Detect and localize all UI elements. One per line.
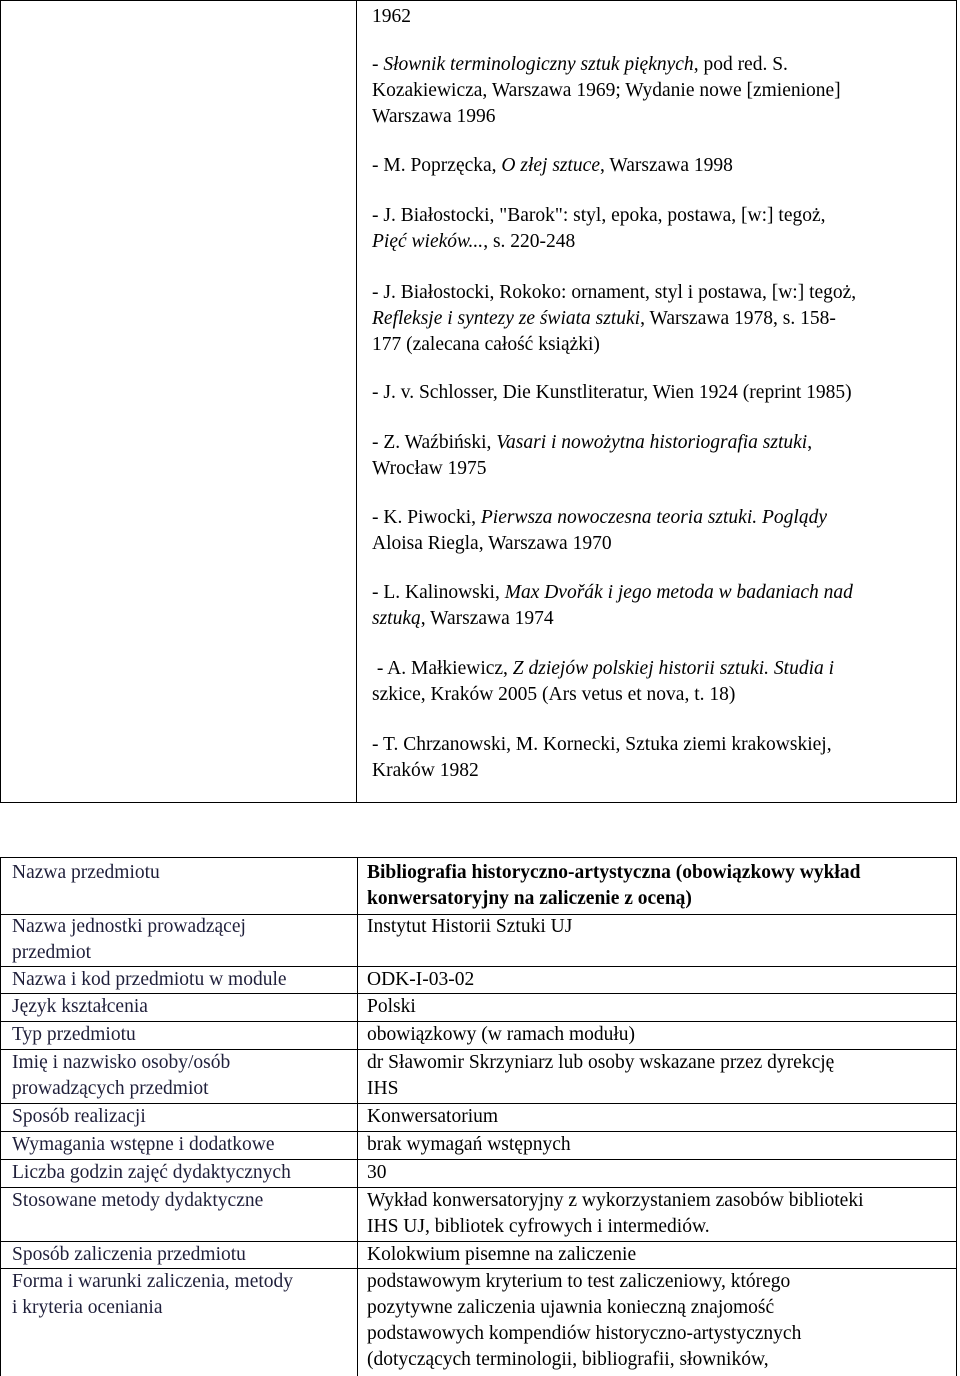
bib-entry-9: - A. Małkiewicz, Z dziejów polskiej historii sztuki. Studia i szkice, Kraków 2005 (Ars vetus et nova, t. 18): [372, 656, 947, 708]
label-unit-l1: Nazwa jednostki prowadzącej: [12, 916, 246, 937]
bib-entry-3: - J. Białostocki, "Barok": styl, epoka, postawa, [w:] tegoż, Pięć wieków..., s. 220-248: [372, 203, 947, 255]
bib-6-title: Vasari i nowożytna historiografia sztuki: [496, 432, 808, 453]
bib-1-tail: , pod red. S.: [693, 54, 788, 75]
value-methods-l2: IHS UJ, bibliotek cyfrowych i intermediów.: [367, 1216, 710, 1237]
value-criteria-l3: podstawowych kompendiów historyczno-artystycznych: [367, 1323, 802, 1344]
bib-2-title: O złej sztuce: [501, 155, 600, 176]
label-language: Język kształcenia: [12, 996, 148, 1017]
label-mode: Sposób realizacji: [12, 1106, 146, 1127]
bib-entry-1: [372, 52, 947, 130]
bib-8-title: Max Dvořák i jego metoda w badaniach nad: [504, 582, 853, 603]
value-course-name-l1: Bibliografia historyczno-artystyczna (obowiązkowy wykład: [367, 862, 861, 883]
value-criteria-l2: pozytywne zaliczenia ujawnia konieczną znajomość: [367, 1297, 775, 1318]
bib-5-line1: - J. v. Schlosser, Die Kunstliteratur, Wien 1924 (reprint 1985): [372, 382, 852, 403]
label-requirements: Wymagania wstępne i dodatkowe: [12, 1134, 275, 1155]
value-course-name-l2: konwersatoryjny na zaliczenie z oceną): [367, 888, 692, 909]
label-methods: Stosowane metody dydaktyczne: [12, 1190, 264, 1211]
bib-4-title: Refleksje i syntezy ze świata sztuki: [372, 308, 641, 329]
label-course-name: Nazwa przedmiotu: [12, 862, 160, 883]
value-criteria: [367, 1269, 949, 1373]
bib-entry-10: [372, 732, 947, 784]
label-instructor-l1: Imię i nazwisko osoby/osób: [12, 1052, 231, 1073]
value-course-name: [367, 860, 949, 912]
value-instructor: [367, 1050, 949, 1102]
value-instructor-l2: IHS: [367, 1078, 399, 1099]
label-criteria-l1: Forma i warunki zaliczenia, metody: [12, 1271, 294, 1292]
value-hours: 30: [367, 1162, 387, 1183]
bib-3-line1: - J. Białostocki, "Barok": styl, epoka, postawa, [w:] tegoż,: [372, 205, 826, 226]
label-assessment: Sposób zaliczenia przedmiotu: [12, 1244, 246, 1265]
bib-entry-8: - L. Kalinowski, Max Dvořák i jego metoda w badaniach nad sztuką, Warszawa 1974: [372, 582, 853, 629]
value-assessment: Kolokwium pisemne na zaliczenie: [367, 1244, 637, 1265]
value-mode: Konwersatorium: [367, 1106, 499, 1127]
bib-10-line1: - T. Chrzanowski, M. Kornecki, Sztuka ziemi krakowskiej,: [372, 734, 832, 755]
year-text: 1962: [372, 6, 411, 27]
bib-entry-7: - K. Piwocki, Pierwsza nowoczesna teoria sztuki. Poglądy Aloisa Riegla, Warszawa 1970: [372, 505, 947, 557]
value-unit: Instytut Historii Sztuki UJ: [367, 916, 573, 937]
bib-9-title: Z dziejów polskiej historii sztuki. Studia i: [512, 658, 835, 679]
label-instructor: [12, 1050, 352, 1102]
label-criteria: [12, 1269, 352, 1321]
value-language: Polski: [367, 996, 416, 1017]
column-divider: [356, 1, 357, 802]
value-code: ODK-I-03-02: [367, 969, 475, 990]
bib-7-line2: Aloisa Riegla, Warszawa 1970: [372, 533, 612, 554]
label-type: Typ przedmiotu: [12, 1024, 136, 1045]
bib-7-title: Pierwsza nowoczesna teoria sztuki. Poglądy: [480, 507, 827, 528]
bib-1-line3: Warszawa 1996: [372, 106, 496, 127]
bib-10-line2: Kraków 1982: [372, 760, 479, 781]
label-unit: [12, 914, 352, 966]
label-instructor-l2: prowadzących przedmiot: [12, 1078, 209, 1099]
table-col-divider: [357, 858, 358, 1376]
label-criteria-l2: i kryteria oceniania: [12, 1297, 163, 1318]
bib-8-title-end: sztuką: [372, 608, 421, 629]
label-hours: Liczba godzin zajęć dydaktycznych: [12, 1162, 291, 1183]
bib-entry-2: - M. Poprzęcka, O złej sztuce, Warszawa 1998: [372, 155, 733, 176]
value-methods-l1: Wykład konwersatoryjny z wykorzystaniem zasobów biblioteki: [367, 1190, 864, 1211]
bib-entry-4: - J. Białostocki, Rokoko: ornament, styl i postawa, [w:] tegoż, Refleksje i syntezy ze świata sztuki, Warszawa 1978, s. 158- 177 (zalecana całość książki): [372, 280, 947, 358]
bib-entry-6: - Z. Waźbiński, Vasari i nowożytna historiografia sztuki, Wrocław 1975: [372, 430, 947, 482]
course-info-table: [0, 857, 957, 1376]
bib-4-line1: - J. Białostocki, Rokoko: ornament, styl i postawa, [w:] tegoż,: [372, 282, 857, 303]
value-criteria-l1: podstawowym kryterium to test zaliczeniowy, którego: [367, 1271, 791, 1292]
bib-1-dash: -: [372, 54, 384, 75]
value-instructor-l1: dr Sławomir Skrzyniarz lub osoby wskazane przez dyrekcję: [367, 1052, 835, 1073]
bib-1-line2: Kozakiewicza, Warszawa 1969; Wydanie nowe [zmienione]: [372, 80, 841, 101]
value-criteria-l4: (dotyczących terminologii, bibliografii, słowników,: [367, 1349, 769, 1370]
label-unit-l2: przedmiot: [12, 942, 92, 963]
bib-1-title: Słownik terminologiczny sztuk pięknych: [383, 54, 694, 75]
bib-3-title: Pięć wieków...: [372, 231, 484, 252]
label-code: Nazwa i kod przedmiotu w module: [12, 969, 287, 990]
value-type: obowiązkowy (w ramach modułu): [367, 1024, 636, 1045]
bib-entry-5: [372, 380, 947, 406]
bib-9-line2: szkice, Kraków 2005 (Ars vetus et nova, t. 18): [372, 684, 736, 705]
value-methods: [367, 1188, 949, 1240]
bib-4-line3: 177 (zalecana całość książki): [372, 334, 600, 355]
value-requirements: brak wymagań wstępnych: [367, 1134, 571, 1155]
bib-6-line2: Wrocław 1975: [372, 458, 487, 479]
